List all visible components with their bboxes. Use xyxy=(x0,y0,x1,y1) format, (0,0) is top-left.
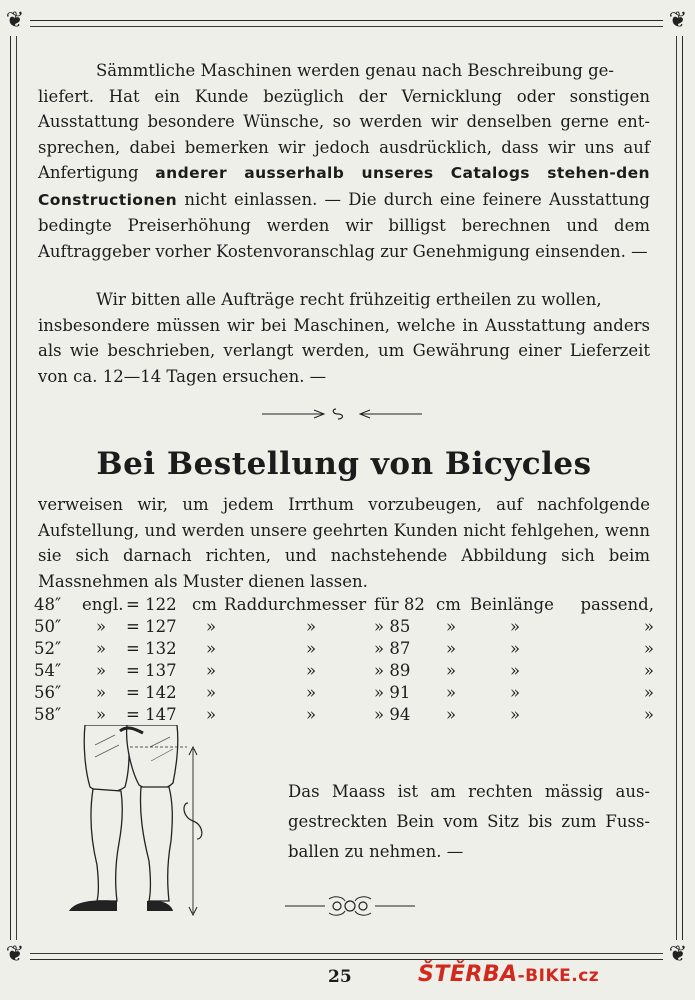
ditto-mark: » xyxy=(374,661,385,680)
table-row xyxy=(34,660,654,682)
table-cell: » xyxy=(643,683,654,702)
corner-ornament-icon: ❦ xyxy=(0,6,30,36)
table-cell xyxy=(374,660,436,682)
table-cell: = 132 xyxy=(126,639,177,658)
table-cell: für 82 xyxy=(374,595,425,614)
table-cell: » xyxy=(306,661,317,680)
paragraph-text: liefert. Hat ein Kunde bezüglich der Vernicklung oder sonstigen Ausstattung besondere Wünsche, so werden wir denselben gerne ent-sprechen, dabei bemerken wir jedoch ausdrücklich, dass wir uns auf Anfertigung xyxy=(38,86,650,182)
measurement-note: Das Maass ist am rechten mässig aus-gestreckten Bein vom Sitz bis zum Fuss-ballen zu nehmen. — xyxy=(288,782,650,861)
table-cell: » xyxy=(643,639,654,658)
paragraph-delivery-terms xyxy=(38,58,650,264)
table-cell: » xyxy=(206,705,217,724)
table-cell xyxy=(374,704,436,726)
paragraph-first-line: Sämmtliche Maschinen werden genau nach Beschreibung ge- xyxy=(96,61,614,80)
table-cell: » xyxy=(206,617,217,636)
table-cell: » xyxy=(306,705,317,724)
table-cell: » xyxy=(510,639,521,658)
table-row xyxy=(34,704,654,726)
table-cell: = 137 xyxy=(126,661,177,680)
table-cell: » xyxy=(643,705,654,724)
table-cell: » xyxy=(643,661,654,680)
corner-ornament-icon: ❦ xyxy=(663,6,693,36)
table-cell: » xyxy=(96,683,107,702)
table-cell: » xyxy=(96,617,107,636)
table-cell: Beinlänge xyxy=(470,595,554,614)
table-cell: » xyxy=(306,683,317,702)
paragraph-measurement-intro: verweisen wir, um jedem Irrthum vorzubeugen, auf nachfolgende Aufstellung, und werden unsere geehrten Kunden nicht fehlgehen, wenn sie sich darnach richten, und nachstehende Abbildung sich beim Massnehmen als Muster dienen lassen. xyxy=(38,495,650,591)
table-cell xyxy=(374,638,436,660)
table-cell: » xyxy=(96,705,107,724)
table-cell: » xyxy=(510,683,521,702)
table-cell: » xyxy=(206,639,217,658)
corner-ornament-icon: ❦ xyxy=(663,940,693,970)
leg-length: 94 xyxy=(389,705,411,724)
page-number: 25 xyxy=(328,967,352,987)
table-cell xyxy=(374,682,436,704)
table-row xyxy=(34,638,654,660)
paragraph-first-line: Wir bitten alle Aufträge recht frühzeitig ertheilen zu wollen, xyxy=(96,290,602,309)
table-cell: 56″ xyxy=(34,683,62,702)
wheel-size-table xyxy=(34,594,654,726)
table-cell: » xyxy=(510,661,521,680)
table-cell: = 147 xyxy=(126,705,177,724)
table-cell: » xyxy=(206,683,217,702)
table-cell: engl. xyxy=(82,595,124,614)
site-watermark xyxy=(418,962,599,987)
table-cell: 50″ xyxy=(34,617,62,636)
table-cell: » xyxy=(446,683,457,702)
table-cell: 48″ xyxy=(34,595,62,614)
table-cell: » xyxy=(510,617,521,636)
table-cell: 58″ xyxy=(34,705,62,724)
ditto-mark: » xyxy=(374,683,385,702)
leg-length: 89 xyxy=(389,661,411,680)
table-cell: » xyxy=(643,617,654,636)
table-cell xyxy=(374,616,436,638)
ditto-mark: » xyxy=(374,705,385,724)
ditto-mark: » xyxy=(374,639,385,658)
table-cell: cm xyxy=(436,595,461,614)
table-row xyxy=(34,594,654,616)
table-cell: 52″ xyxy=(34,639,62,658)
table-cell: = 142 xyxy=(126,683,177,702)
table-cell: » xyxy=(446,639,457,658)
leg-length: 91 xyxy=(389,683,411,702)
table-cell: » xyxy=(446,617,457,636)
paragraph-text: nicht einlassen. — Die durch eine feinere Ausstattung bedingte Preiserhöhung werden wir billigst berechnen und dem Auftraggeber vorher Kostenvoranschlag zur Genehmigung einsenden. — xyxy=(38,189,650,261)
table-cell: » xyxy=(510,705,521,724)
table-row xyxy=(34,616,654,638)
table-cell: » xyxy=(96,661,107,680)
table-cell: cm xyxy=(192,595,217,614)
leg-length: 85 xyxy=(389,617,411,636)
table-cell: » xyxy=(206,661,217,680)
section-heading: Bei Bestellung von Bicycles xyxy=(96,446,592,482)
section-divider-icon xyxy=(262,404,422,424)
table-cell: = 122 xyxy=(126,595,177,614)
paragraph-order-timing xyxy=(38,287,650,389)
table-cell: » xyxy=(446,661,457,680)
table-cell: » xyxy=(446,705,457,724)
table-cell: » xyxy=(96,639,107,658)
leg-measurement-illustration xyxy=(55,725,230,920)
table-cell: passend, xyxy=(580,595,654,614)
table-cell: » xyxy=(306,617,317,636)
watermark-main: ŠTĚRBA xyxy=(418,962,518,987)
table-cell: » xyxy=(306,639,317,658)
leg-length: 87 xyxy=(389,639,411,658)
table-cell: = 127 xyxy=(126,617,177,636)
watermark-suffix: -BIKE.cz xyxy=(517,966,600,986)
corner-ornament-icon: ❦ xyxy=(0,940,30,970)
ditto-mark: » xyxy=(374,617,385,636)
bold-emphasis: anderer ausserhalb unseres Catalogs stehen-den Constructionen xyxy=(38,164,650,209)
table-row xyxy=(34,682,654,704)
table-cell: 54″ xyxy=(34,661,62,680)
table-cell: Raddurchmesser xyxy=(224,595,367,614)
flourish-ornament-icon xyxy=(285,893,415,919)
paragraph-text: insbesondere müssen wir bei Maschinen, welche in Ausstattung anders als wie beschrieben, verlangt werden, um Gewährung einer Lieferzeit von ca. 12—14 Tagen ersuchen. — xyxy=(38,315,650,386)
